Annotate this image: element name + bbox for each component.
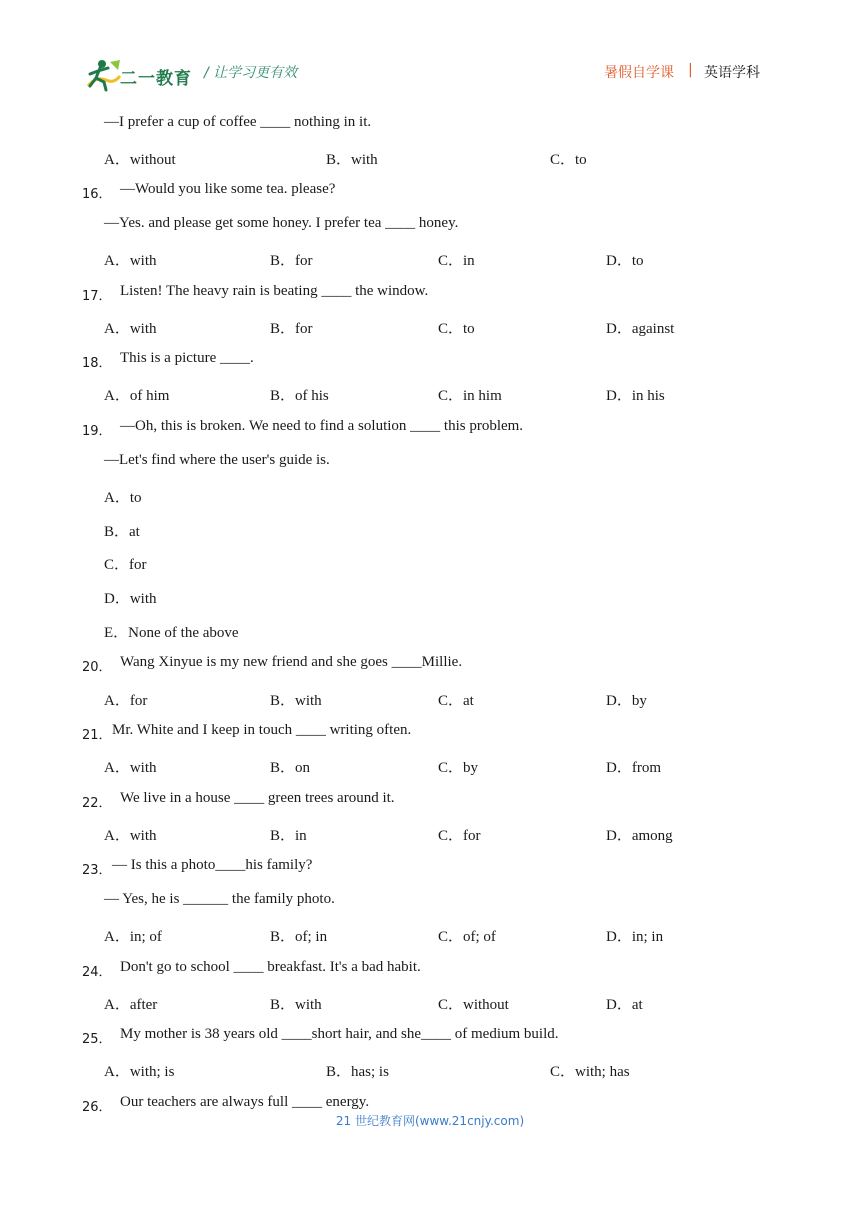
question-number: 17．	[82, 289, 112, 304]
logo-text: 二一教育	[120, 69, 192, 89]
answer-option: A．with	[104, 253, 157, 269]
question-number: 20．	[82, 660, 112, 675]
text-line: C．for	[104, 557, 147, 573]
question-number: 21．	[82, 728, 112, 743]
answer-option: A．without	[104, 152, 176, 168]
answer-option: C．for	[438, 828, 481, 844]
slogan: / 让学习更有效	[204, 65, 298, 81]
answer-option: D．against	[606, 321, 675, 337]
text-line: A．to	[104, 490, 142, 506]
answer-option: A．with	[104, 760, 157, 776]
question-text: Listen! The heavy rain is beating ____ the window.	[120, 283, 429, 299]
text-line: —Yes. and please get some honey. I prefer tea ____ honey.	[104, 215, 459, 231]
answer-option: C．to	[438, 321, 475, 337]
answer-option: D．from	[606, 760, 661, 776]
text-line: D．with	[104, 591, 157, 607]
question-text: We live in a house ____ green trees around it.	[120, 790, 395, 806]
question-text: —Would you like some tea. please?	[120, 181, 336, 197]
question-number: 26．	[82, 1100, 112, 1115]
question-number: 24．	[82, 965, 112, 980]
answer-option: C．with; has	[550, 1064, 630, 1080]
answer-option: B．on	[270, 760, 311, 776]
question-text: Wang Xinyue is my new friend and she goes ____Millie.	[120, 654, 463, 670]
answer-option: D．by	[606, 693, 647, 709]
answer-option: B．with	[270, 997, 322, 1013]
answer-option: A．with; is	[104, 1064, 175, 1080]
header-separator: |	[688, 62, 693, 78]
answer-option: C．to	[550, 152, 587, 168]
question-number: 23．	[82, 863, 112, 878]
answer-option: D．in his	[606, 388, 665, 404]
question-text: — Is this a photo____his family?	[112, 857, 313, 873]
answer-option: D．in; in	[606, 929, 664, 945]
answer-option: A．with	[104, 321, 157, 337]
question-text: Our teachers are always full ____ energy.	[120, 1094, 370, 1110]
answer-option: B．of his	[270, 388, 329, 404]
answer-option: A．after	[104, 997, 158, 1013]
answer-option: D．to	[606, 253, 644, 269]
answer-option: B．for	[270, 253, 313, 269]
course-label: 暑假自学课	[604, 65, 674, 81]
answer-option: C．without	[438, 997, 509, 1013]
answer-option: B．in	[270, 828, 307, 844]
question-text: My mother is 38 years old ____short hair, and she____ of medium build.	[120, 1026, 559, 1042]
text-line: —I prefer a cup of coffee ____ nothing in it.	[104, 114, 372, 130]
answer-option: B．has; is	[326, 1064, 389, 1080]
question-number: 18．	[82, 356, 112, 371]
question-text: Mr. White and I keep in touch ____ writing often.	[112, 722, 412, 738]
answer-option: C．in	[438, 253, 475, 269]
answer-option: D．at	[606, 997, 643, 1013]
question-number: 19．	[82, 424, 112, 439]
subject-label: 英语学科	[704, 65, 760, 81]
text-line: —Let's find where the user's guide is.	[104, 452, 330, 468]
question-text: This is a picture ____.	[120, 350, 254, 366]
text-line: B．at	[104, 524, 140, 540]
answer-option: B．with	[270, 693, 322, 709]
footer-source: 21 世纪教育网(www.21cnjy.com)	[335, 1114, 525, 1128]
question-number: 22．	[82, 796, 112, 811]
answer-option: A．of him	[104, 388, 170, 404]
question-number: 16．	[82, 187, 112, 202]
page-header	[0, 0, 860, 100]
answer-option: A．with	[104, 828, 157, 844]
question-number: 25．	[82, 1032, 112, 1047]
answer-option: B．of; in	[270, 929, 328, 945]
answer-option: C．of; of	[438, 929, 496, 945]
answer-option: B．for	[270, 321, 313, 337]
answer-option: C．at	[438, 693, 474, 709]
answer-option: C．by	[438, 760, 479, 776]
answer-option: B．with	[326, 152, 378, 168]
text-line: — Yes, he is ______ the family photo.	[104, 891, 335, 907]
answer-option: D．among	[606, 828, 673, 844]
answer-option: C．in him	[438, 388, 502, 404]
answer-option: A．in; of	[104, 929, 162, 945]
answer-option: A．for	[104, 693, 148, 709]
text-line: E．None of the above	[104, 625, 239, 641]
question-text: —Oh, this is broken. We need to find a solution ____ this problem.	[120, 418, 524, 434]
question-text: Don't go to school ____ breakfast. It's a bad habit.	[120, 959, 421, 975]
